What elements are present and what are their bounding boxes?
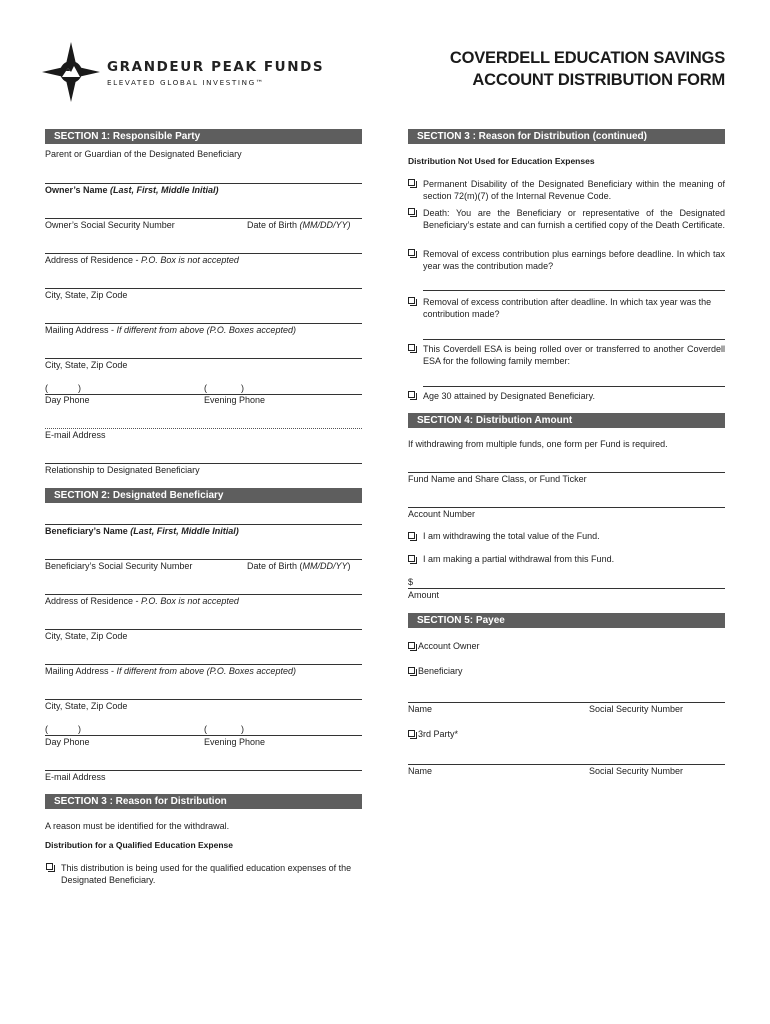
- total-withdrawal-checkbox[interactable]: [408, 532, 415, 539]
- ben-ssn-label: Beneficiary’s Social Security Number: [45, 561, 193, 571]
- removal-after-checkbox[interactable]: [408, 297, 415, 304]
- death-checkbox[interactable]: [408, 208, 415, 215]
- relationship-label: Relationship to Designated Beneficiary: [45, 465, 200, 475]
- ben-name-field[interactable]: [45, 524, 362, 525]
- removal-before-checkbox[interactable]: [408, 249, 415, 256]
- form-title: [450, 47, 725, 91]
- payee-third-party-label: 3rd Party*: [418, 729, 459, 739]
- ben-evening-phone-label: Evening Phone: [204, 737, 266, 747]
- owner-city-field[interactable]: [45, 288, 362, 289]
- payee-beneficiary-label: Beneficiary: [418, 666, 463, 676]
- rollover-text: This Coverdell ESA is being rolled over or transferred to another Coverdell ESA for the following family member:: [423, 344, 725, 366]
- qualified-expense-text: This distribution is being used for the qualified education expenses of the Designated Beneficiary.: [61, 863, 352, 885]
- removal-before-year-field[interactable]: [423, 290, 725, 291]
- relationship-field[interactable]: [45, 463, 362, 464]
- ben-city-field[interactable]: [45, 629, 362, 630]
- third-party-ssn-label: Social Security Number: [589, 766, 684, 776]
- owner-eve-phone-area-close: ): [241, 383, 244, 393]
- owner-address-field[interactable]: [45, 253, 362, 254]
- ben-email-field[interactable]: [45, 770, 362, 771]
- amount-label: Amount: [408, 590, 440, 600]
- owner-dob-label: Date of Birth (MM/DD/YY): [247, 220, 351, 230]
- brand-name: GRANDEUR PEAK FUNDS: [107, 59, 325, 75]
- owner-day-phone-label: Day Phone: [45, 395, 90, 405]
- owner-mailing-label: Mailing Address - If different from above (P.O. Boxes accepted): [45, 325, 296, 335]
- section-1-intro: Parent or Guardian of the Designated Beneficiary: [45, 149, 242, 159]
- ben-name-label: Beneficiary’s Name (Last, First, Middle Initial): [45, 526, 239, 536]
- account-number-label: Account Number: [408, 509, 476, 519]
- death-text: Death: You are the Beneficiary or representative of the Designated Beneficiary’s estate and can furnish a certified copy of the Death Certificate.: [423, 208, 725, 230]
- owner-name-label: Owner’s Name (Last, First, Middle Initial): [45, 185, 219, 195]
- ben-mailing-label: Mailing Address - If different from above (P.O. Boxes accepted): [45, 666, 296, 676]
- form-title-line-2: ACCOUNT DISTRIBUTION FORM: [472, 71, 725, 89]
- ben-mailing-field[interactable]: [45, 664, 362, 665]
- payee-name-label: Name: [408, 704, 433, 714]
- amount-field[interactable]: [408, 588, 725, 589]
- owner-day-phone-area-open: (: [45, 383, 48, 393]
- owner-ssn-dob-field[interactable]: [45, 218, 362, 219]
- owner-ssn-label: Owner’s Social Security Number: [45, 220, 175, 230]
- ben-ssn-dob-field[interactable]: [45, 559, 362, 560]
- owner-email-label: E-mail Address: [45, 430, 106, 440]
- section-2-header: SECTION 2: Designated Beneficiary: [45, 488, 362, 503]
- rollover-member-field[interactable]: [423, 386, 725, 387]
- section-3-header: SECTION 3 : Reason for Distribution: [45, 794, 362, 809]
- partial-withdrawal-checkbox[interactable]: [408, 555, 415, 562]
- owner-eve-phone-area-open: (: [204, 383, 207, 393]
- partial-withdrawal-label: I am making a partial withdrawal from this Fund.: [423, 554, 615, 564]
- rollover-checkbox[interactable]: [408, 344, 415, 351]
- ben-address-field[interactable]: [45, 594, 362, 595]
- qualified-expense-heading: Distribution for a Qualified Education Expense: [45, 840, 233, 850]
- owner-city2-label: City, State, Zip Code: [45, 360, 128, 370]
- owner-mailing-field[interactable]: [45, 323, 362, 324]
- total-withdrawal-label: I am withdrawing the total value of the Fund.: [423, 531, 600, 541]
- grandeur-peak-logo-icon: [42, 42, 100, 102]
- section-1-header: SECTION 1: Responsible Party: [45, 129, 362, 144]
- ben-day-phone-label: Day Phone: [45, 737, 90, 747]
- section-4-intro: If withdrawing from multiple funds, one form per Fund is required.: [408, 439, 668, 449]
- owner-email-field[interactable]: [45, 428, 362, 429]
- removal-after-text: Removal of excess contribution after deadline. In which tax year was the contribution made?: [423, 297, 712, 319]
- age-30-text: Age 30 attained by Designated Beneficiary.: [423, 391, 595, 401]
- removal-after-year-field[interactable]: [423, 339, 725, 340]
- ben-dob-label: Date of Birth (MM/DD/YY): [247, 561, 351, 571]
- owner-evening-phone-label: Evening Phone: [204, 395, 266, 405]
- payee-ssn-label: Social Security Number: [589, 704, 684, 714]
- ben-eve-phone-area-open: (: [204, 724, 207, 734]
- ben-city2-field[interactable]: [45, 699, 362, 700]
- disability-text: Permanent Disability of the Designated Beneficiary within the meaning of section 72(m)(7) of the Internal Revenue Code.: [423, 179, 725, 201]
- ben-city2-label: City, State, Zip Code: [45, 701, 128, 711]
- fund-name-label: Fund Name and Share Class, or Fund Ticker: [408, 474, 587, 484]
- payee-beneficiary-checkbox[interactable]: [408, 667, 415, 674]
- ben-phone-field[interactable]: [45, 735, 362, 736]
- ben-eve-phone-area-close: ): [241, 724, 244, 734]
- owner-name-field[interactable]: [45, 183, 362, 184]
- payee-third-party-checkbox[interactable]: [408, 730, 415, 737]
- owner-city2-field[interactable]: [45, 358, 362, 359]
- ben-day-phone-area-close: ): [78, 724, 81, 734]
- ben-address-label: Address of Residence - P.O. Box is not accepted: [45, 596, 239, 606]
- owner-city-label: City, State, Zip Code: [45, 290, 128, 300]
- removal-before-text: Removal of excess contribution plus earnings before deadline. In which tax year was the contribution made?: [423, 249, 725, 271]
- fund-name-field[interactable]: [408, 472, 725, 473]
- section-4-header: SECTION 4: Distribution Amount: [408, 413, 725, 428]
- payee-owner-checkbox[interactable]: [408, 642, 415, 649]
- payee-owner-label: Account Owner: [418, 641, 480, 651]
- payee-name-ssn-field[interactable]: [408, 702, 725, 703]
- ben-city-label: City, State, Zip Code: [45, 631, 128, 641]
- qualified-expense-checkbox[interactable]: [46, 863, 53, 870]
- dollar-sign: $: [408, 577, 414, 587]
- form-title-line-1: COVERDELL EDUCATION SAVINGS: [449, 49, 725, 67]
- third-party-name-ssn-field[interactable]: [408, 764, 725, 765]
- ben-email-label: E-mail Address: [45, 772, 106, 782]
- age-30-checkbox[interactable]: [408, 391, 415, 398]
- section-3-continued-header: SECTION 3 : Reason for Distribution (continued): [408, 129, 725, 144]
- non-education-heading: Distribution Not Used for Education Expenses: [408, 156, 595, 166]
- account-number-field[interactable]: [408, 507, 725, 508]
- section-5-header: SECTION 5: Payee: [408, 613, 725, 628]
- section-3-intro: A reason must be identified for the withdrawal.: [45, 821, 230, 831]
- owner-address-label: Address of Residence - P.O. Box is not accepted: [45, 255, 239, 265]
- owner-day-phone-area-close: ): [78, 383, 81, 393]
- disability-checkbox[interactable]: [408, 179, 415, 186]
- third-party-name-label: Name: [408, 766, 433, 776]
- brand-tagline: ELEVATED GLOBAL INVESTING™: [107, 78, 265, 87]
- ben-day-phone-area-open: (: [45, 724, 48, 734]
